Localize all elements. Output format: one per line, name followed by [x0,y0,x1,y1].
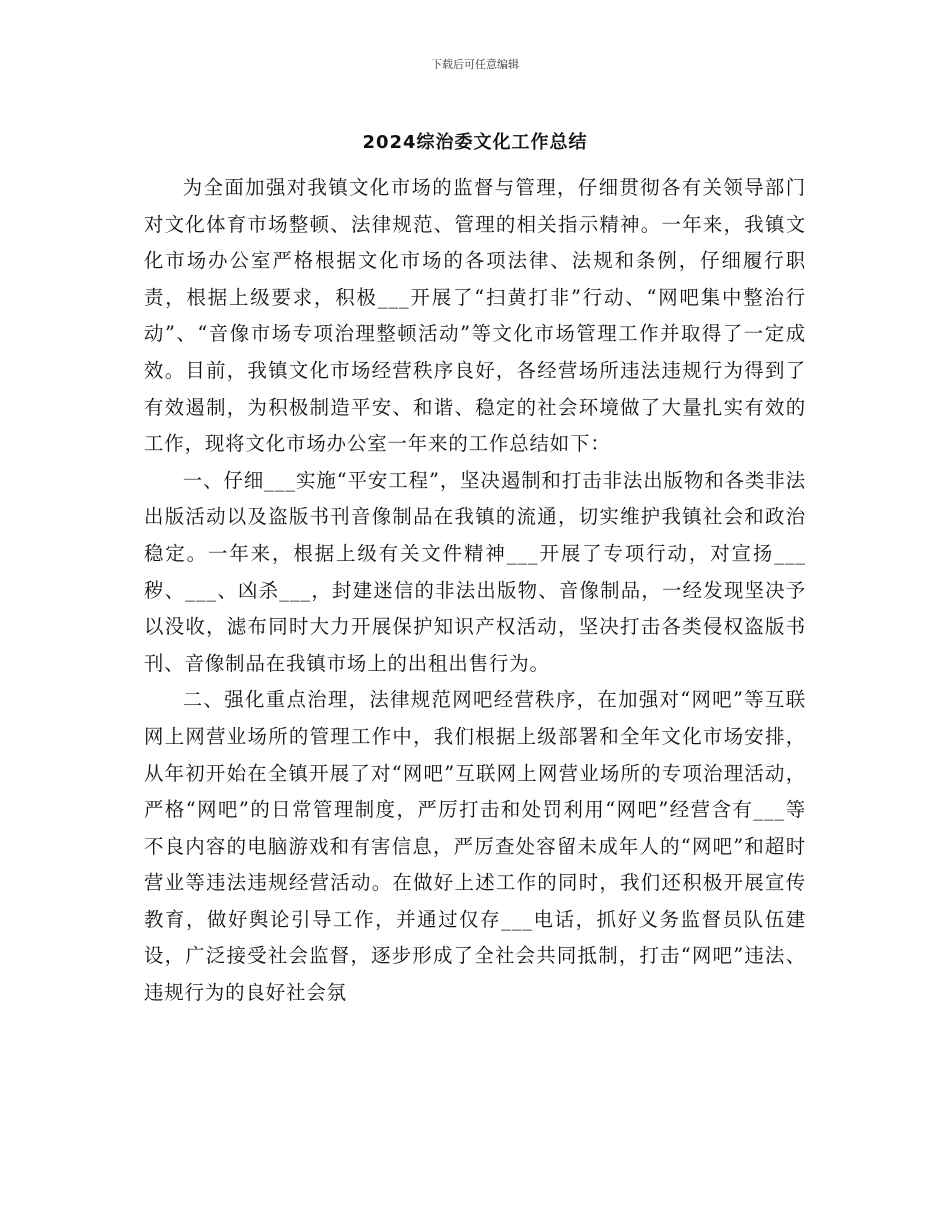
paragraph-section-1: 一、仔细___实施“平安工程”，坚决遏制和打击非法出版物和各类非法出版活动以及盗版书刊音像制品在我镇的流通，切实维护我镇社会和政治稳定。一年来，根据上级有关文件精神___开展了专项行动，对宣扬___秽、___、凶杀___，封建迷信的非法出版物、音像制品，一经发现坚决予以没收，滤布同时大力开展保护知识产权活动，坚决打击各类侵权盗版书刊、音像制品在我镇市场上的出租出售行为。 [144,468,806,675]
paragraph-intro: 为全面加强对我镇文化市场的监督与管理，仔细贯彻各有关领导部门对文化体育市场整顿、法律规范、管理的相关指示精神。一年来，我镇文化市场办公室严格根据文化市场的各项法律、法规和条例，仔细履行职责，根据上级要求，积极___开展了“扫黄打非”行动、“网吧集中整治行动”、“音像市场专项治理整顿活动”等文化市场管理工作并取得了一定成效。目前，我镇文化市场经营秩序良好，各经营场所违法违规行为得到了有效遏制，为积极制造平安、和谐、稳定的社会环境做了大量扎实有效的工作，现将文化市场办公室一年来的工作总结如下： [144,176,806,456]
paragraph-section-2: 二、强化重点治理，法律规范网吧经营秩序，在加强对“网吧”等互联网上网营业场所的管理工作中，我们根据上级部署和全年文化市场安排，从年初开始在全镇开展了对“网吧”互联网上网营业场所的专项治理活动，严格“网吧”的日常管理制度，严厉打击和处罚利用“网吧”经营含有___等不良内容的电脑游戏和有害信息，严厉查处容留未成年人的“网吧”和超时营业等违法违规经营活动。在做好上述工作的同时，我们还积极开展宣传教育，做好舆论引导工作，并通过仅存___电话，抓好义务监督员队伍建设，广泛接受社会监督，逐步形成了全社会共同抵制，打击“网吧”违法、违规行为的良好社会氛 [144,688,806,1005]
document-body [144,170,806,1210]
document-title: 2024综治委文化工作总结 [362,132,588,153]
header-note: 下载后可任意编辑 [431,58,519,71]
